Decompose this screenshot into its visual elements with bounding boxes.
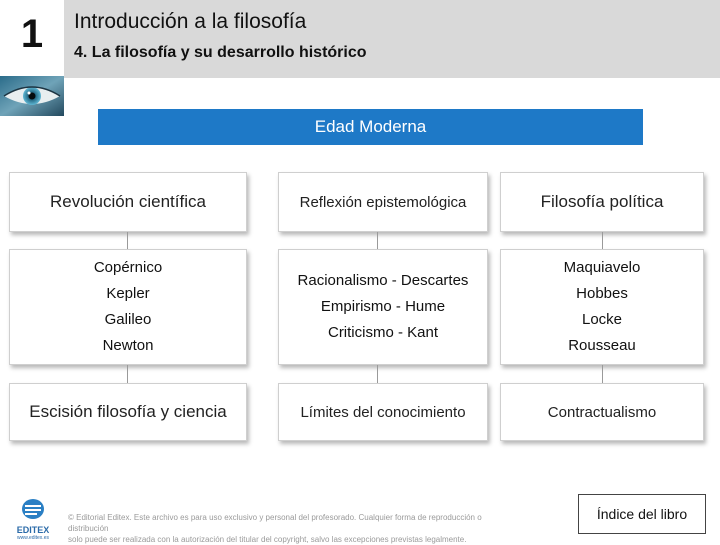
column-3-top-label: Filosofía política xyxy=(540,192,664,211)
book-index-label: Índice del libro xyxy=(596,506,688,522)
column-1-list-box xyxy=(9,249,247,365)
column-1-item: Newton xyxy=(102,337,154,354)
connector-line xyxy=(602,232,603,249)
connector-line xyxy=(127,232,128,249)
connector-line xyxy=(377,365,378,383)
editex-logo-text: EDITEX xyxy=(16,525,50,535)
column-3-item: Maquiavelo xyxy=(563,259,641,276)
chapter-badge xyxy=(0,0,64,120)
connector-line xyxy=(602,365,603,383)
column-1-bottom-box xyxy=(9,383,247,441)
column-3-top-box xyxy=(500,172,704,232)
chapter-number: 1 xyxy=(20,12,44,56)
column-1-item: Galileo xyxy=(104,311,152,328)
column-1-bottom-label: Escisión filosofía y ciencia xyxy=(29,402,227,421)
copyright-line: © Editorial Editex. Este archivo es para uso exclusivo y personal del profesorado. Cualquier forma de reproducción o distribución xyxy=(68,513,482,533)
section-banner xyxy=(98,109,643,145)
column-2-item: Criticismo - Kant xyxy=(327,324,439,341)
column-1-item: Copérnico xyxy=(93,259,163,276)
column-2-top-label: Reflexión epistemológica xyxy=(299,193,467,211)
column-1-item: Kepler xyxy=(106,285,150,302)
column-3-list-box xyxy=(500,249,704,365)
editex-logo xyxy=(10,498,56,541)
eye-image xyxy=(0,76,64,116)
column-3-item: Hobbes xyxy=(576,285,628,302)
book-index-button[interactable] xyxy=(578,494,706,534)
page-title: Introducción a la filosofía xyxy=(74,10,307,33)
connector-line xyxy=(377,232,378,249)
column-3-item: Rousseau xyxy=(568,337,636,354)
column-2-bottom-box xyxy=(278,383,488,441)
column-2-bottom-label: Límites del conocimiento xyxy=(300,403,466,421)
column-2-top-box xyxy=(278,172,488,232)
column-1-top-box xyxy=(9,172,247,232)
column-3-bottom-box xyxy=(500,383,704,441)
column-3-bottom-label: Contractualismo xyxy=(547,403,657,421)
copyright-notice xyxy=(68,512,498,545)
section-banner-label: Edad Moderna xyxy=(314,117,427,136)
editex-logo-url: www.editex.es xyxy=(17,535,49,541)
column-2-item: Empirismo - Hume xyxy=(320,298,446,315)
column-2-item: Racionalismo - Descartes xyxy=(297,272,469,289)
column-2-list-box xyxy=(278,249,488,365)
editex-logo-mark xyxy=(10,498,56,520)
column-1-top-label: Revolución científica xyxy=(50,192,206,211)
connector-line xyxy=(127,365,128,383)
column-3-item: Locke xyxy=(581,311,623,328)
copyright-line: solo puede ser realizada con la autorización del titular del copyright, salvo las excepciones previstas legalmente. xyxy=(68,535,467,544)
page-subtitle: 4. La filosofía y su desarrollo histórico xyxy=(74,44,367,61)
